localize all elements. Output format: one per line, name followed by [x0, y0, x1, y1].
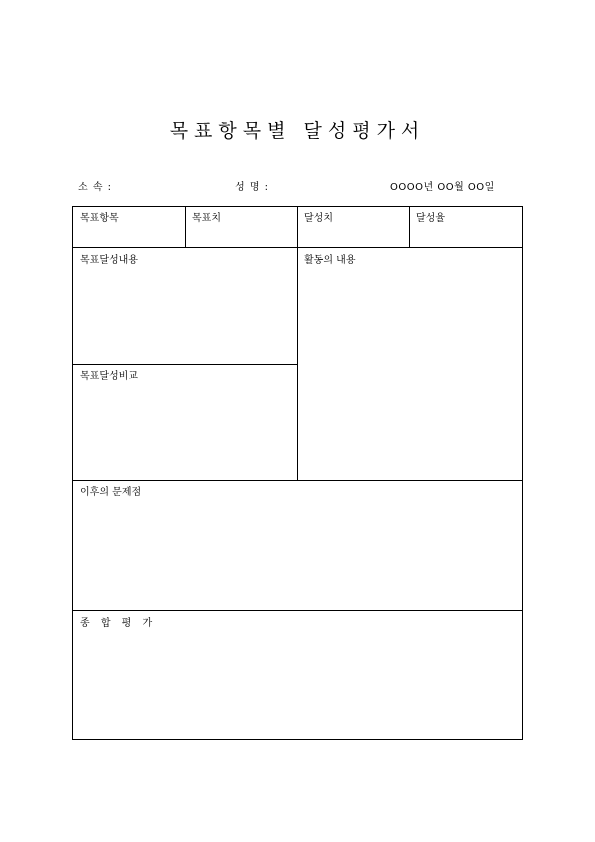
future-issues-label: 이후의 문제점 [80, 487, 142, 498]
achievement-rate-label: 달성율 [416, 213, 445, 224]
date-text: OOOO년 OO월 OO일 [390, 182, 495, 193]
activity-content-label: 활동의 내용 [304, 255, 356, 266]
col-divider-3 [409, 207, 410, 247]
col-divider-1 [185, 207, 186, 247]
goal-achievement-content-label: 목표달성내용 [80, 255, 138, 266]
row-divider-evaluation [73, 610, 522, 611]
achieved-value-label: 달성치 [304, 213, 333, 224]
target-value-label: 목표치 [192, 213, 221, 224]
col-divider-2 [297, 207, 298, 480]
goal-achievement-comparison-label: 목표달성비교 [80, 371, 138, 382]
goal-item-label: 목표항목 [80, 213, 119, 224]
name-label: 성 명 : [235, 182, 270, 193]
overall-evaluation-label: 종 합 평 가 [80, 618, 157, 629]
department-label: 소 속 : [78, 182, 113, 193]
row-divider-comparison [73, 364, 297, 365]
evaluation-form-table [72, 206, 523, 740]
document-title: 목표항목별 달성평가서 [169, 120, 426, 142]
row-divider-issues [73, 480, 522, 481]
